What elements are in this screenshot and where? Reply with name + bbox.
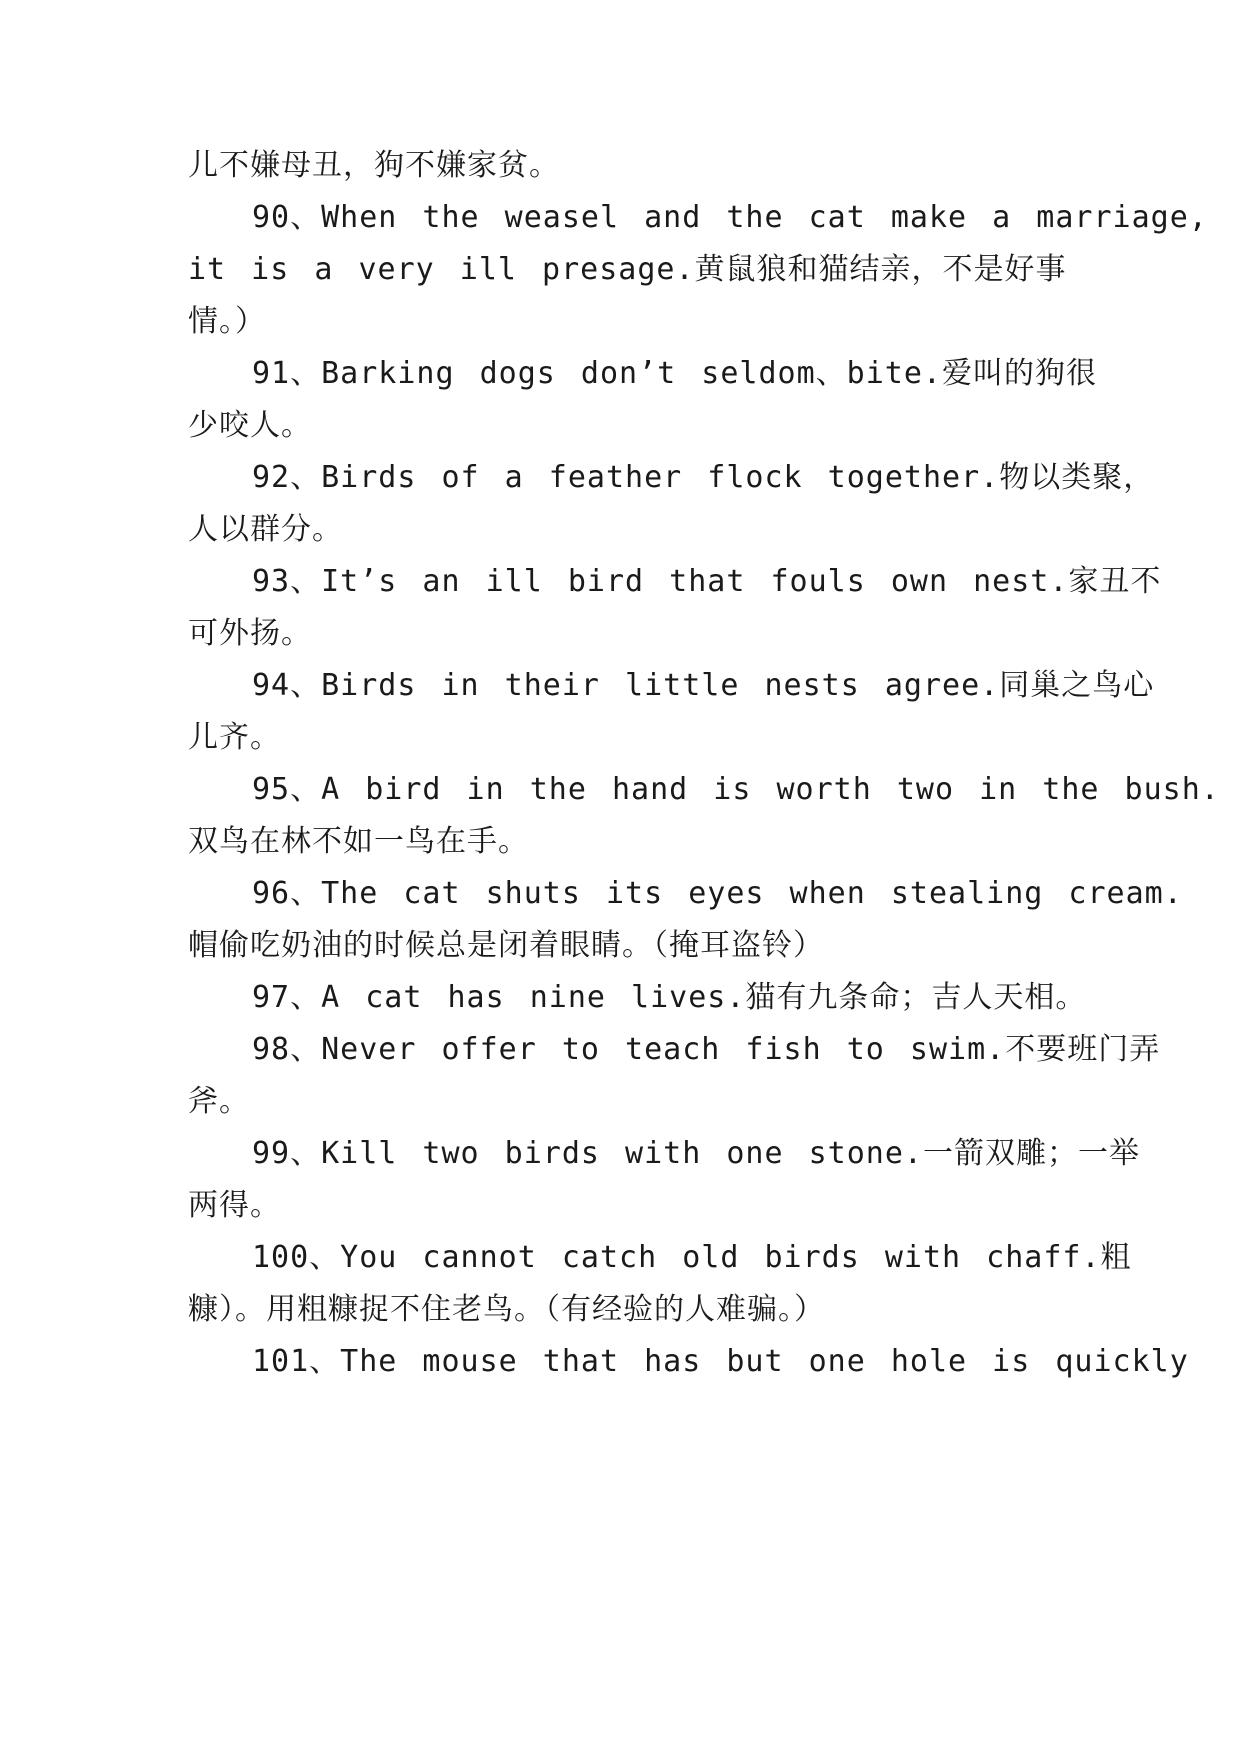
proverb-99-line-2: 两得。 xyxy=(188,1188,281,1223)
proverb-92-line-2: 人以群分。 xyxy=(188,512,343,547)
proverb-90-line-2: it is a very ill presage.黄鼠狼和猫结亲，不是好事 xyxy=(188,252,1067,287)
proverb-99-line-1: 99、Kill two birds with one stone.一箭双雕；一举 xyxy=(252,1136,1140,1171)
proverb-91-line-1: 91、Barking dogs don’t seldom、bite.爱叫的狗很 xyxy=(252,356,1097,391)
proverb-98-line-1: 98、Never offer to teach fish to swim.不要班门弄 xyxy=(252,1032,1161,1067)
proverb-91-line-2: 少咬人。 xyxy=(188,408,312,443)
proverb-93-line-1: 93、It’s an ill bird that fouls own nest.家丑不 xyxy=(252,564,1162,599)
proverb-94-line-2: 儿齐。 xyxy=(188,720,281,755)
proverb-94-line-1: 94、Birds in their little nests agree.同巢之鸟心 xyxy=(252,668,1155,703)
proverb-92-line-1: 92、Birds of a feather flock together.物以类聚， xyxy=(252,460,1155,495)
text-line: 儿不嫌母丑，狗不嫌家贫。 xyxy=(188,148,560,183)
proverb-95-line-1: 95、A bird in the hand is worth two in the bush. xyxy=(252,772,1220,807)
proverb-96-line-1: 96、The cat shuts its eyes when stealing cream. xyxy=(252,876,1183,911)
proverb-93-line-2: 可外扬。 xyxy=(188,616,312,651)
proverb-90-line-3: 情。） xyxy=(188,304,266,339)
proverb-95-line-2: 双鸟在林不如一鸟在手。 xyxy=(188,824,529,859)
proverb-100-line-1: 100、You cannot catch old birds with chaff.粗 xyxy=(252,1240,1132,1275)
proverb-96-line-2: 帽偷吃奶油的时候总是闭着眼睛。（掩耳盗铃） xyxy=(188,928,824,963)
proverb-101-line-1: 101、The mouse that has but one hole is quickly xyxy=(252,1344,1189,1379)
proverb-98-line-2: 斧。 xyxy=(188,1084,250,1119)
proverb-90-line-1: 90、When the weasel and the cat make a marriage, xyxy=(252,200,1208,235)
proverb-97-line-1: 97、A cat has nine lives.猫有九条命；吉人天相。 xyxy=(252,980,1087,1015)
proverb-100-line-2: 糠）。用粗糠捉不住老鸟。（有经验的人难骗。） xyxy=(188,1292,825,1327)
